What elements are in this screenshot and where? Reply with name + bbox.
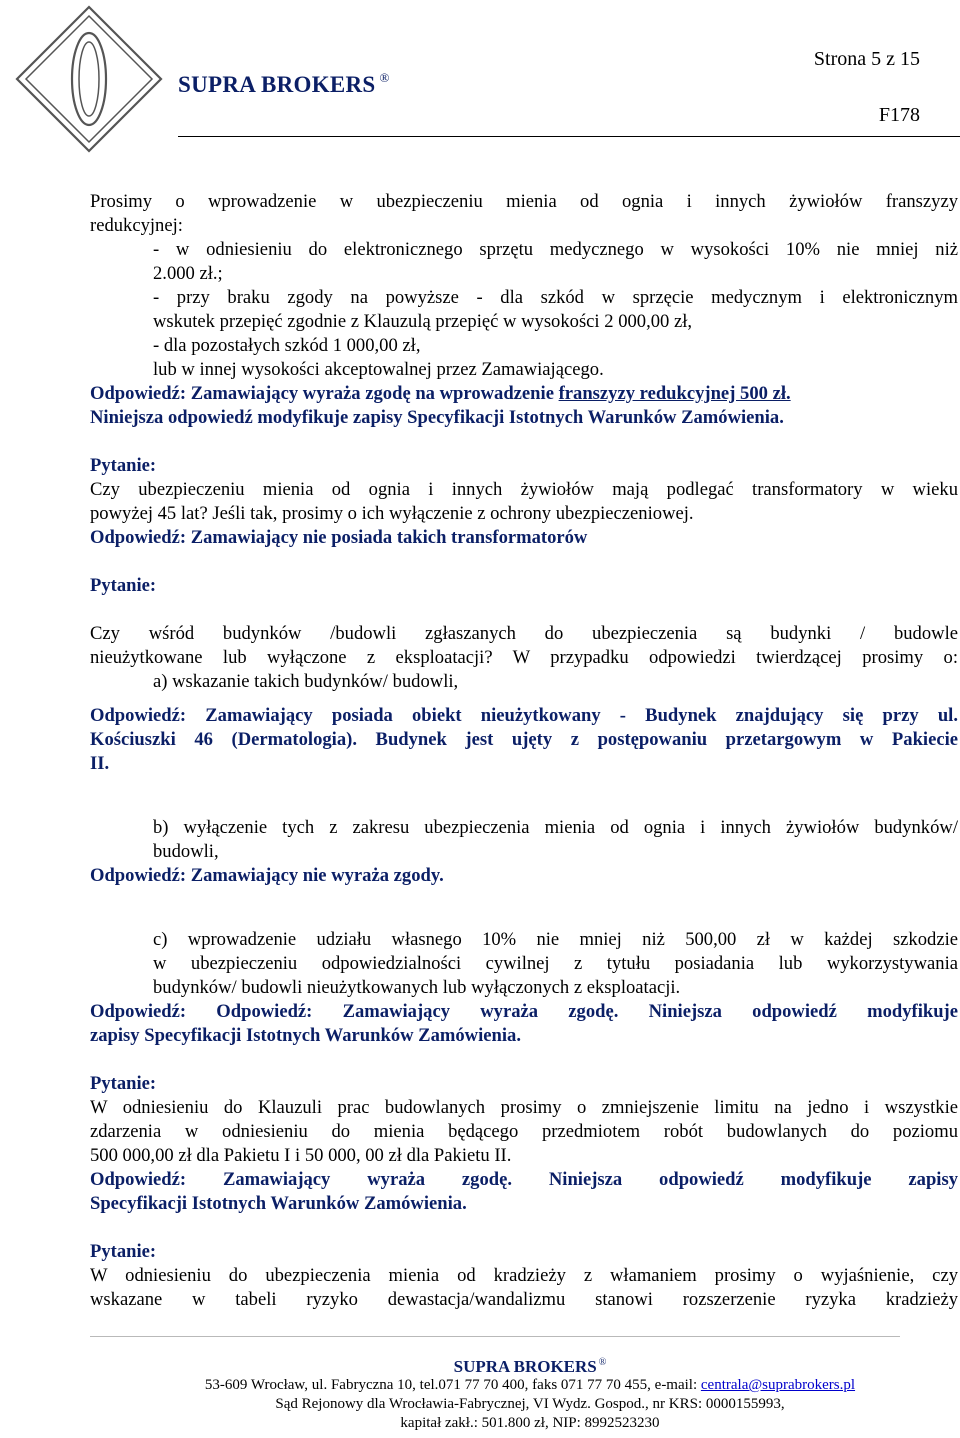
- document-body: [90, 190, 958, 1312]
- list-item-text: 2.000 zł.;: [153, 263, 223, 284]
- question-text: wskazane w tabeli ryzyko dewastacja/wandalizmu stanowi rozszerzenie ryzyka kradzieży: [90, 1289, 958, 1310]
- footer-address-text: 53-609 Wrocław, ul. Fabryczna 10, tel.071 77 70 400, faks 071 77 70 455, e-mail:: [204, 1377, 701, 1393]
- footer-registered-mark: ®: [598, 1357, 607, 1368]
- footer-court: Sąd Rejonowy dla Wrocławia-Fabrycznej, VI Wydz. Gospod., nr KRS: 0000155993,: [275, 1396, 785, 1412]
- list-item: [90, 238, 958, 382]
- footer-capital: kapitał zakł.: 501.800 zł, NIP: 8992523230: [400, 1415, 660, 1431]
- answer-underlined: franszyzy redukcyjnej 500 zł.: [558, 383, 791, 404]
- answer: II.: [90, 753, 110, 774]
- list-item-text: w ubezpieczeniu odpowiedzialności cywilnej z tytułu posiadania lub wykorzystywania: [153, 953, 958, 974]
- list-item-text: - przy braku zgody na powyższe - dla szkód w sprzęcie medycznym i elektronicznym: [153, 287, 958, 308]
- question-text: nieużytkowane lub wyłączone z eksploatacji? W przypadku odpowiedzi twierdzącej prosimy o:: [90, 647, 958, 668]
- list-item-text: wskutek przepięć zgodnie z Klauzulą przepięć w wysokości 2 000,00 zł,: [153, 311, 693, 332]
- list-item-text: c) wprowadzenie udziału własnego 10% nie mniej niż 500,00 zł w każdej szkodzie: [153, 929, 958, 950]
- question-text: Czy ubezpieczeniu mienia od ognia i innych żywiołów mają podlegać transformatory w wieku: [90, 479, 958, 500]
- footer-divider: [90, 1336, 900, 1337]
- footer-brand: SUPRA BROKERS ®: [453, 1357, 607, 1376]
- answer: zapisy Specyfikacji Istotnych Warunków Zamówienia.: [90, 1025, 521, 1046]
- page-footer: [0, 1353, 960, 1433]
- list-item: [90, 816, 958, 864]
- page-number: Strona 5 z 15: [813, 48, 920, 70]
- email-link[interactable]: centrala@suprabrokers.pl: [700, 1377, 856, 1393]
- supra-brokers-logo-icon: [14, 4, 164, 154]
- question-label: Pytanie:: [90, 1241, 157, 1262]
- list-item: [90, 928, 958, 1000]
- answer-text: Odpowiedź: Zamawiający wyraża zgodę na wprowadzenie: [90, 383, 559, 404]
- list-item-text: lub w innej wysokości akceptowalnej przez Zamawiającego.: [153, 359, 604, 380]
- list-item-text: - dla pozostałych szkód 1 000,00 zł,: [153, 335, 421, 356]
- question-label: Pytanie:: [90, 1073, 157, 1094]
- answer: [90, 382, 958, 406]
- question-text: powyżej 45 lat? Jeśli tak, prosimy o ich wyłączenie z ochrony ubezpieczeniowej.: [90, 503, 694, 524]
- answer: Niniejsza odpowiedź modyfikuje zapisy Specyfikacji Istotnych Warunków Zamówienia.: [90, 407, 784, 428]
- footer-address: [0, 1376, 960, 1395]
- question-text: W odniesieniu do ubezpieczenia mienia od kradzieży z włamaniem prosimy o wyjaśnienie, czy: [90, 1265, 958, 1286]
- intro-line: redukcyjnej:: [90, 215, 183, 236]
- answer: Odpowiedź: Zamawiający posiada obiekt nieużytkowany - Budynek znajdujący się przy ul.: [90, 705, 958, 726]
- list-item-text: - w odniesieniu do elektronicznego sprzętu medycznego w wysokości 10% nie mniej niż: [153, 239, 958, 260]
- list-item-text: budynków/ budowli nieużytkowanych lub wyłączonych z eksploatacji.: [153, 977, 681, 998]
- answer: Odpowiedź: Zamawiający nie wyraża zgody.: [90, 865, 444, 886]
- header-divider: [178, 136, 960, 137]
- intro-line: Prosimy o wprowadzenie w ubezpieczeniu mienia od ognia i innych żywiołów franszyzy: [90, 191, 958, 212]
- question-label: Pytanie:: [90, 455, 157, 476]
- list-item-text: b) wyłączenie tych z zakresu ubezpieczenia mienia od ognia i innych żywiołów budynków/: [153, 817, 958, 838]
- list-item-text: budowli,: [153, 841, 219, 862]
- brand-name: SUPRA BROKERS ®: [178, 70, 390, 97]
- answer: Odpowiedź: Zamawiający wyraża zgodę. Niniejsza odpowiedź modyfikuje zapisy: [90, 1169, 958, 1190]
- document-code: F178: [878, 104, 920, 126]
- registered-mark: ®: [379, 70, 390, 85]
- answer: Odpowiedź: Odpowiedź: Zamawiający wyraża zgodę. Niniejsza odpowiedź modyfikuje: [90, 1001, 958, 1022]
- question-label: Pytanie:: [90, 575, 157, 596]
- question-text: zdarzenia w odniesieniu do mienia będącego przedmiotem robót budowlanych do poziomu: [90, 1121, 958, 1142]
- answer: Odpowiedź: Zamawiający nie posiada takich transformatorów: [90, 527, 588, 548]
- list-item: a) wskazanie takich budynków/ budowli,: [153, 671, 459, 692]
- answer: Kościuszki 46 (Dermatologia). Budynek jest ujęty z postępowaniu przetargowym w Pakiecie: [90, 729, 958, 750]
- question-text: Czy wśród budynków /budowli zgłaszanych do ubezpieczenia są budynki / budowle: [90, 623, 958, 644]
- answer: Specyfikacji Istotnych Warunków Zamówienia.: [90, 1193, 467, 1214]
- question-text: W odniesieniu do Klauzuli prac budowlanych prosimy o zmniejszenie limitu na jedno i wszystkie: [90, 1097, 958, 1118]
- question-text: 500 000,00 zł dla Pakietu I i 50 000, 00 zł dla Pakietu II.: [90, 1145, 512, 1166]
